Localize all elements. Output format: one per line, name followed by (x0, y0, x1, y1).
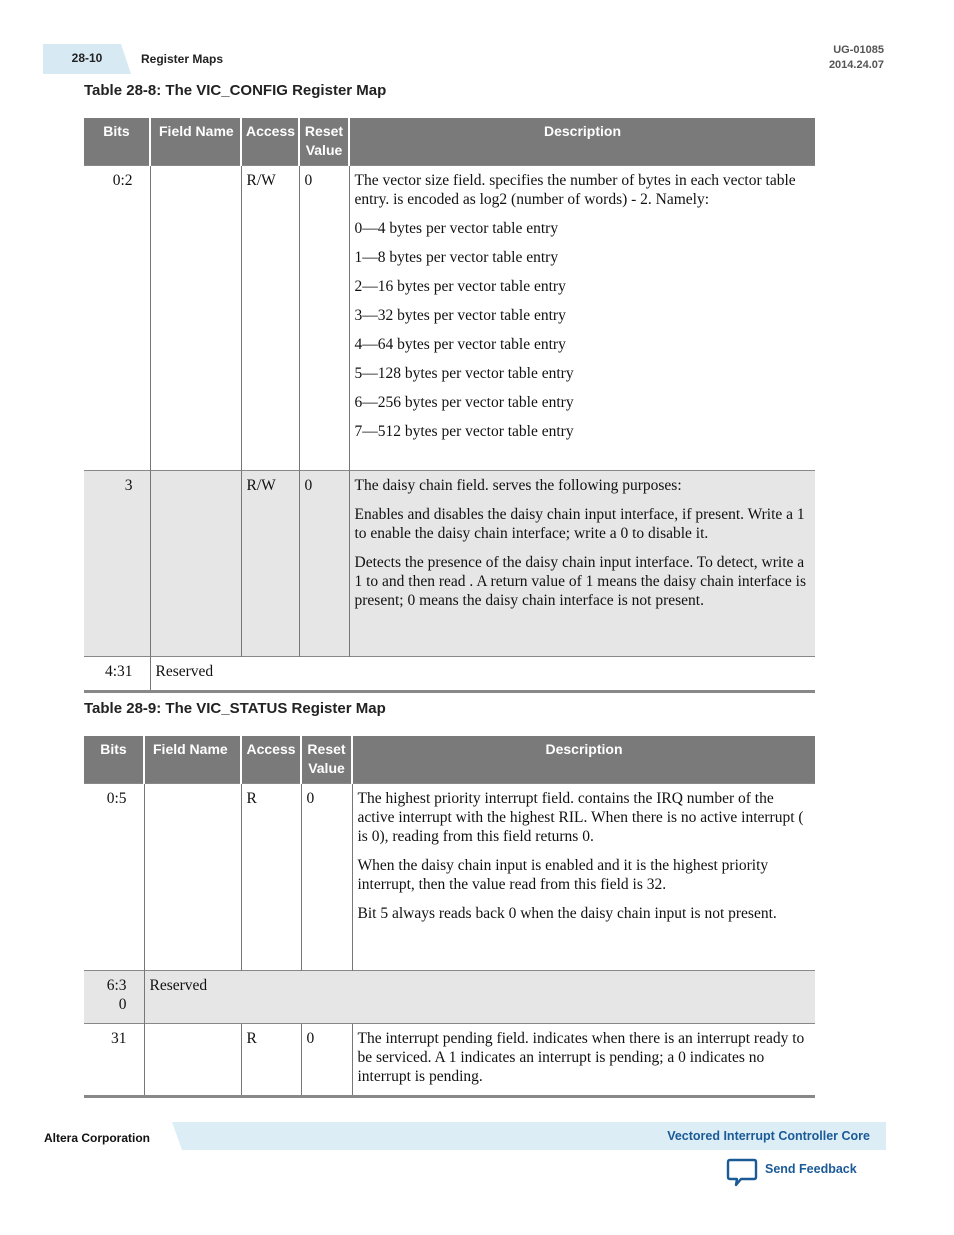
table-row (84, 1024, 815, 1097)
desc-paragraph: 7—512 bytes per vector table entry (354, 423, 574, 440)
desc-paragraph: The daisy chain field. serves the following purposes: (354, 477, 682, 494)
cell-field-name (150, 166, 241, 471)
cell-field-name: Reserved (144, 971, 815, 1024)
footer-product-title: Vectored Interrupt Controller Core (667, 1129, 870, 1143)
header-reset-line1: Reset (307, 741, 346, 757)
header-bits: Bits (84, 118, 150, 166)
desc-paragraph: The vector size field. specifies the number of bytes in each vector table entry. is encoded as log2 (number of words) - 2. Namely: (354, 172, 796, 208)
table-row (84, 471, 815, 657)
table-title-vic-config: Table 28-8: The VIC_CONFIG Register Map (84, 82, 387, 99)
cell-bits: 4:31 (84, 657, 150, 692)
cell-reset-value: 0 (299, 166, 349, 471)
table-row (84, 657, 815, 692)
document-id (829, 43, 884, 73)
desc-paragraph: 1—8 bytes per vector table entry (354, 249, 559, 266)
desc-paragraph: Bit 5 always reads back 0 when the daisy chain input is not present. (357, 905, 777, 922)
send-feedback-label[interactable]: Send Feedback (765, 1162, 857, 1176)
cell-bits-line2: 0 (118, 996, 127, 1013)
header-reset-value (301, 736, 352, 784)
cell-bits: 3 (84, 471, 150, 657)
header-field-name: Field Name (144, 736, 241, 784)
cell-description (349, 471, 815, 657)
page-number-tab (43, 44, 131, 74)
cell-access: R (241, 1024, 301, 1097)
cell-bits (84, 971, 144, 1024)
desc-paragraph: The highest priority interrupt field. contains the IRQ number of the active interrupt with the highest RIL. When there is no active interrupt ( is 0), reading from this field returns 0. (357, 790, 804, 845)
footer-company: Altera Corporation (44, 1131, 151, 1145)
table-header-row (84, 736, 815, 784)
header-field-name: Field Name (150, 118, 241, 166)
desc-paragraph: Detects the presence of the daisy chain input interface. To detect, write a 1 to and then read . A return value of 1 means the daisy chain interface is present; 0 means the daisy chain interface is not present. (354, 554, 806, 609)
cell-bits: 0:5 (84, 784, 144, 971)
cell-reset-value: 0 (301, 784, 352, 971)
desc-paragraph: When the daisy chain input is enabled and it is the highest priority interrupt, then the value read from this field is 32. (357, 857, 769, 893)
desc-paragraph: 4—64 bytes per vector table entry (354, 336, 566, 353)
speech-bubble-icon (726, 1158, 758, 1188)
doc-date: 2014.24.07 (828, 59, 884, 71)
desc-paragraph: The interrupt pending field. indicates when there is an interrupt ready to be serviced. A 1 indicates an interrupt is pending; a 0 indicates no interrupt is pending. (357, 1030, 805, 1085)
cell-bits: 31 (84, 1024, 144, 1097)
header-description: Description (352, 736, 815, 784)
table-row (84, 166, 815, 471)
cell-description (349, 166, 815, 471)
cell-reset-value: 0 (299, 471, 349, 657)
vic-status-register-table (84, 736, 815, 1098)
cell-access: R (241, 784, 301, 971)
cell-description (352, 784, 815, 971)
cell-description (352, 1024, 815, 1097)
header-access: Access (241, 118, 299, 166)
cell-bits: 0:2 (84, 166, 150, 471)
header-description: Description (349, 118, 815, 166)
desc-paragraph: 2—16 bytes per vector table entry (354, 278, 566, 295)
doc-number: UG-01085 (833, 44, 884, 56)
vic-config-register-table (84, 118, 815, 693)
page-number: 28-10 (71, 51, 103, 65)
cell-access: R/W (241, 166, 299, 471)
desc-paragraph: 6—256 bytes per vector table entry (354, 394, 574, 411)
cell-bits-line1: 6:3 (106, 977, 127, 994)
section-title: Register Maps (141, 52, 224, 66)
desc-paragraph: 5—128 bytes per vector table entry (354, 365, 574, 382)
cell-access: R/W (241, 471, 299, 657)
send-feedback-link[interactable] (726, 1158, 866, 1188)
table-header-row (84, 118, 815, 166)
header-reset-value (299, 118, 349, 166)
header-bits: Bits (84, 736, 144, 784)
cell-reset-value: 0 (301, 1024, 352, 1097)
header-access: Access (241, 736, 301, 784)
cell-field-name (144, 784, 241, 971)
desc-paragraph: 0—4 bytes per vector table entry (354, 220, 559, 237)
header-reset-line2: Value (305, 142, 343, 158)
header-reset-line2: Value (308, 760, 345, 776)
desc-paragraph: 3—32 bytes per vector table entry (354, 307, 566, 324)
table-title-vic-status: Table 28-9: The VIC_STATUS Register Map (84, 700, 386, 717)
table-row (84, 784, 815, 971)
header-reset-line1: Reset (304, 123, 344, 139)
desc-paragraph: Enables and disables the daisy chain input interface, if present. Write a 1 to enable the daisy chain interface; write a 0 to disable it. (354, 506, 805, 542)
cell-field-name (150, 471, 241, 657)
cell-field-name: Reserved (150, 657, 815, 692)
table-row (84, 971, 815, 1024)
cell-field-name (144, 1024, 241, 1097)
